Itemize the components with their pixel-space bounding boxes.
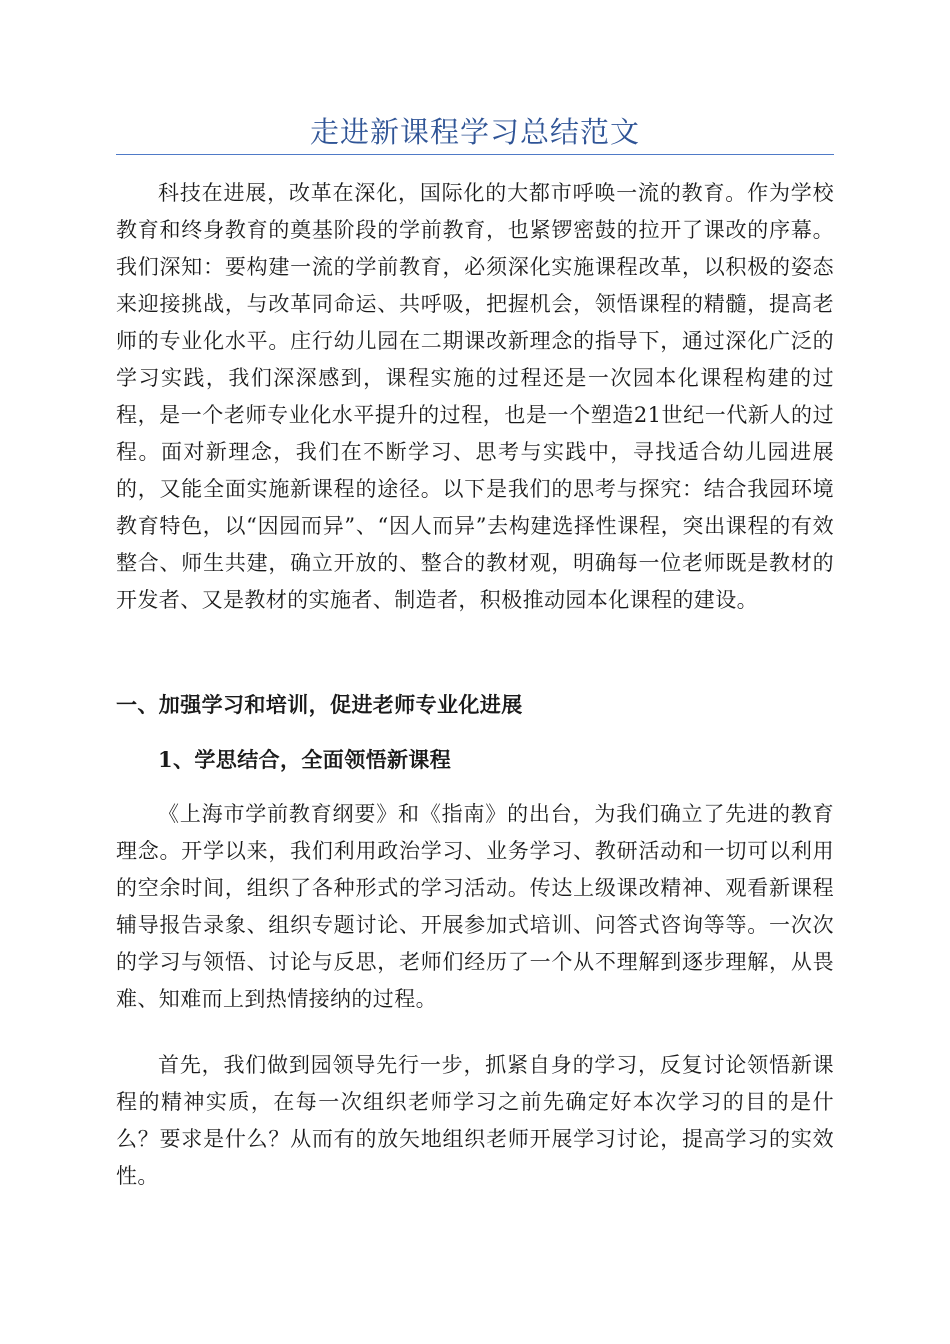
- document-title: 走进新课程学习总结范文: [309, 115, 640, 149]
- body-paragraph-3: 首先，我们做到园领导先行一步，抓紧自身的学习，反复讨论领悟新课程的精神实质，在每一次组织老师学习之前先确定好本次学习的目的是什么？要求是什么？从而有的放矢地组织老师开展学习讨论，提高学习的实效性。: [116, 1053, 834, 1188]
- intro-paragraph: 科技在进展，改革在深化，国际化的大都市呼唤一流的教育。作为学校教育和终身教育的奠基阶段的学前教育，也紧锣密鼓的拉开了课改的序幕。我们深知：要构建一流的学前教育，必须深化实施课程改革，以积极的姿态来迎接挑战，与改革同命运、共呼吸，把握机会，领悟课程的精髓，提高老师的专业化水平。庄行幼儿园在二期课改新理念的指导下，通过深化广泛的学习实践，我们深深感到，课程实施的过程还是一次园本化课程构建的过程，是一个老师专业化水平提升的过程，也是一个塑造21世纪一代新人的过程。面对新理念，我们在不断学习、思考与实践中，寻找适合幼儿园进展的，又能全面实施新课程的途径。以下是我们的思考与探究：结合我园环境教育特色，以“因园而异”、“因人而异”去构建选择性课程，突出课程的有效整合、师生共建，确立开放的、整合的教材观，明确每一位老师既是教材的开发者、又是教材的实施者、制造者，积极推动园本化课程的建设。: [116, 181, 834, 612]
- body-paragraph-2: 《上海市学前教育纲要》和《指南》的出台，为我们确立了先进的教育理念。开学以来，我们利用政治学习、业务学习、教研活动和一切可以利用的空余时间，组织了各种形式的学习活动。传达上级课改精神、观看新课程辅导报告录象、组织专题讨论、开展参加式培训、问答式咨询等等。一次次的学习与领悟、讨论与反思，老师们经历了一个从不理解到逐步理解，从畏难、知难而上到热情接纳的过程。: [116, 802, 834, 1011]
- subsection-heading: 1、学思结合，全面领悟新课程: [158, 747, 452, 772]
- title-underline: [116, 154, 834, 155]
- section-heading: 一、加强学习和培训，促进老师专业化进展: [116, 692, 523, 717]
